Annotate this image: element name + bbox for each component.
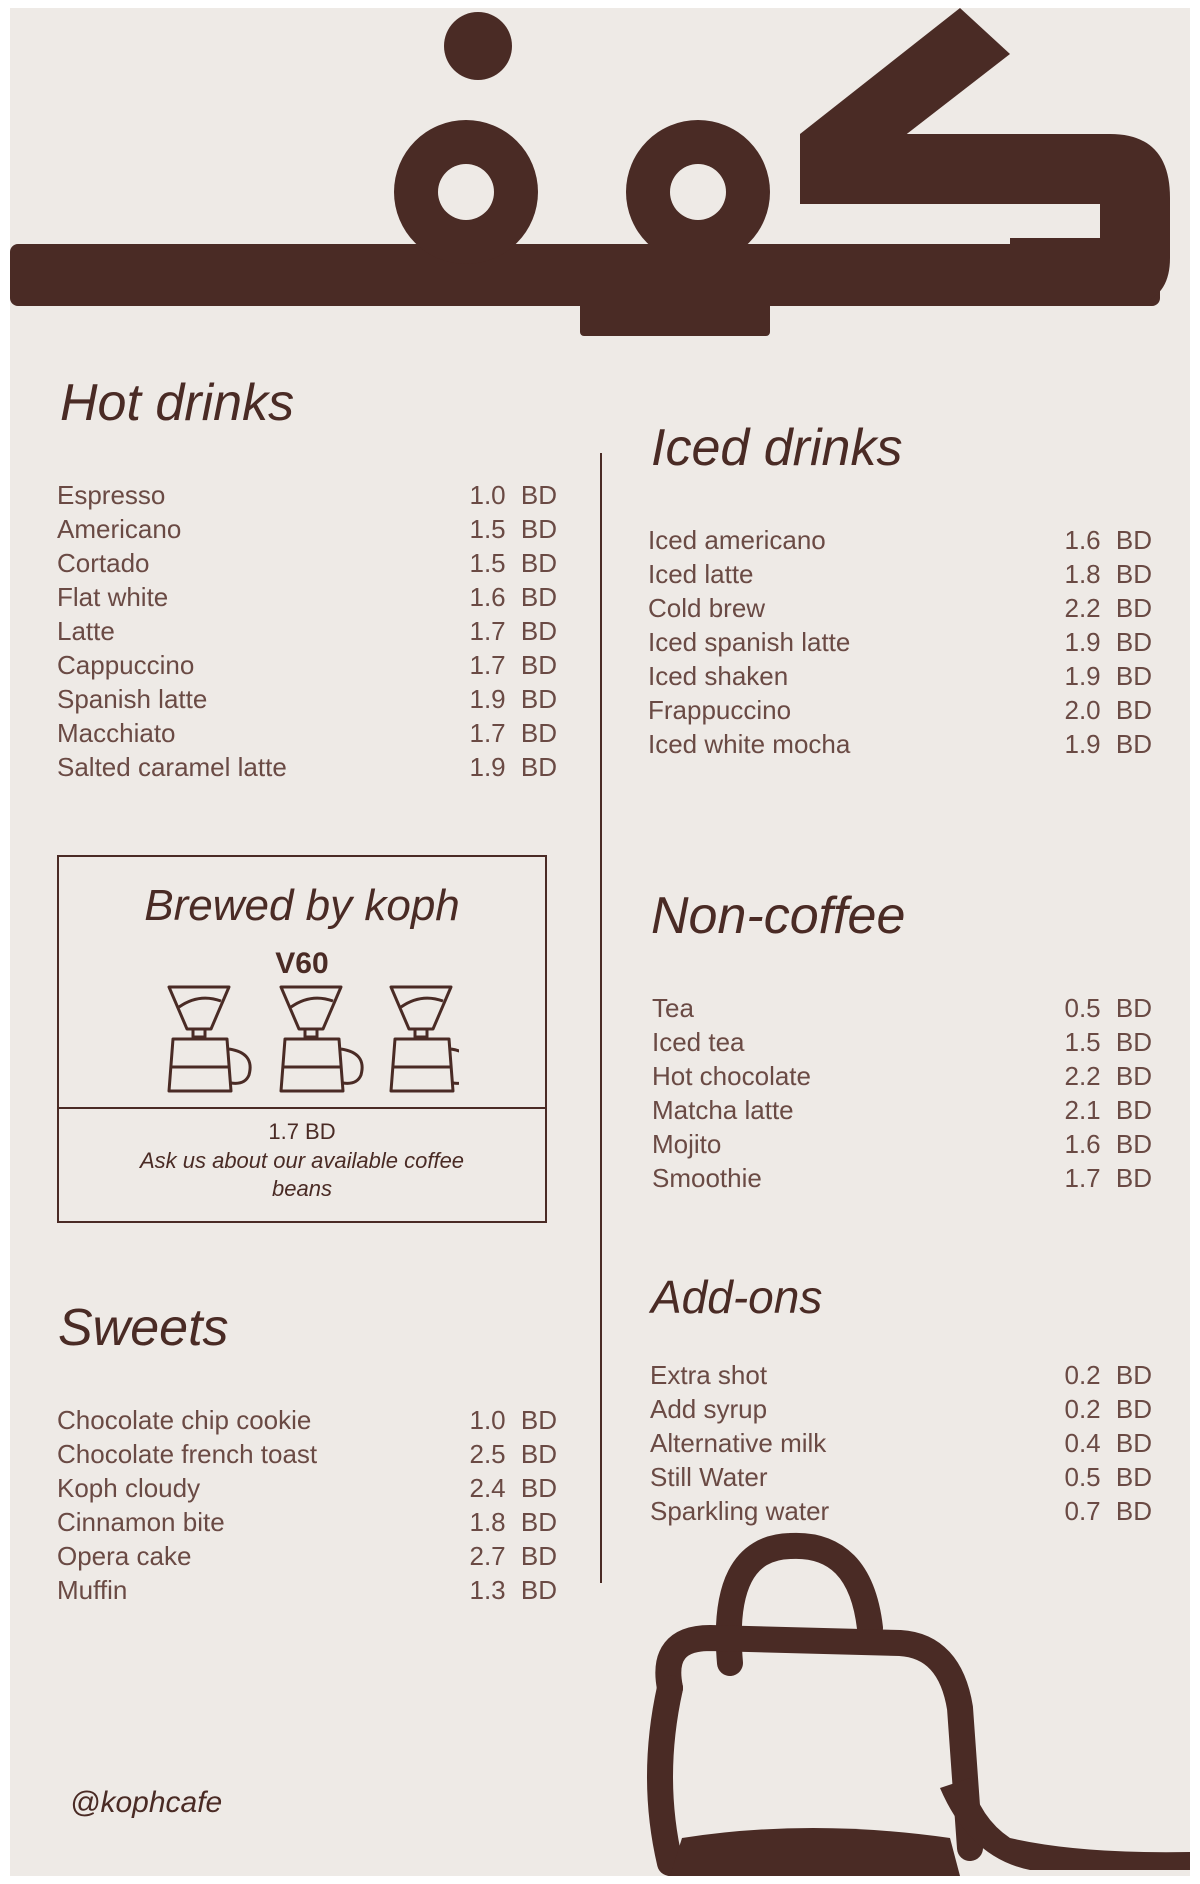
column-divider [600,453,602,1583]
box-divider [59,1107,545,1109]
menu-item-price: 2.1 BD [1064,1095,1152,1125]
menu-item-name: Espresso [57,480,166,510]
menu-item [57,1403,557,1437]
menu-item-name: Americano [57,514,182,544]
iced-drinks-title: Iced drinks [651,419,903,477]
menu-item-price: 1.7 BD [469,718,557,748]
menu-item-name: Frappuccino [648,695,792,725]
menu-item-price: 2.0 BD [1064,695,1152,725]
hot-drinks-list [57,478,557,784]
menu-item-price: 1.6 BD [1064,525,1152,555]
menu-item [652,1161,1152,1195]
menu-item-price: 1.0 BD [469,1405,557,1435]
pour-over-icon [391,987,459,1091]
menu-item-price: 1.7 BD [469,616,557,646]
menu-item-name: Opera cake [57,1541,192,1571]
brewed-note: Ask us about our available coffee beans [139,1148,465,1201]
menu-item [57,648,557,682]
menu-item-price: 0.2 BD [1064,1394,1152,1424]
menu-item-name: Latte [57,616,115,646]
menu-item-price: 1.8 BD [469,1507,557,1537]
menu-item-name: Salted caramel latte [57,752,287,782]
menu-item [57,1437,557,1471]
menu-item-price: 1.9 BD [1064,729,1152,759]
menu-item [650,1460,1152,1494]
menu-item-name: Add syrup [650,1394,768,1424]
hot-drinks-title: Hot drinks [60,374,295,432]
menu-item [57,716,557,750]
menu-item-price: 2.2 BD [1064,1061,1152,1091]
menu-item-name: Cinnamon bite [57,1507,225,1537]
menu-item-name: Iced americano [648,525,826,555]
menu-item [652,1025,1152,1059]
pitcher-icon [610,1518,1190,1876]
add-ons-title: Add-ons [651,1271,823,1323]
menu-item-name: Iced spanish latte [648,627,851,657]
brand-logo [10,8,1190,348]
menu-item [648,557,1152,591]
menu-item-price: 1.5 BD [469,514,557,544]
menu-item-price: 0.4 BD [1064,1428,1152,1458]
add-ons-list [650,1358,1152,1528]
menu-item-name: Matcha latte [652,1095,794,1125]
menu-item-name: Sparkling water [650,1496,830,1526]
menu-item-name: Still Water [650,1462,768,1492]
menu-item [57,614,557,648]
menu-item [652,1127,1152,1161]
menu-item-price: 1.0 BD [469,480,557,510]
menu-item [57,750,557,784]
menu-item [648,591,1152,625]
menu-item-price: 1.9 BD [469,684,557,714]
social-handle[interactable]: @kophcafe [70,1786,223,1819]
menu-item [57,1539,557,1573]
menu-item [652,1059,1152,1093]
menu-item-name: Spanish latte [57,684,208,714]
menu-item [648,693,1152,727]
menu-item-name: Cortado [57,548,150,578]
menu-item-price: 0.2 BD [1064,1360,1152,1390]
menu-item [57,1471,557,1505]
menu-item-name: Chocolate chip cookie [57,1405,312,1435]
menu-item [57,512,557,546]
menu-item [57,546,557,580]
menu-item-name: Muffin [57,1575,128,1605]
menu-item [57,682,557,716]
menu-item-name: Koph cloudy [57,1473,201,1503]
menu-item-name: Iced white mocha [648,729,851,759]
menu-item [57,580,557,614]
pour-over-icons [159,977,459,1107]
menu-item-price: 0.5 BD [1064,993,1152,1023]
menu-item [652,991,1152,1025]
menu-item [648,659,1152,693]
menu-item-name: Smoothie [652,1163,762,1193]
menu-item-price: 1.9 BD [469,752,557,782]
menu-item-price: 1.9 BD [1064,627,1152,657]
menu-item [648,625,1152,659]
menu-item-name: Tea [652,993,694,1023]
menu-item-name: Macchiato [57,718,176,748]
pour-over-icon [281,987,362,1091]
menu-item-name: Cold brew [648,593,766,623]
menu-item-price: 1.8 BD [1064,559,1152,589]
brewed-title: Brewed by koph [144,881,460,930]
menu-item-name: Iced latte [648,559,754,589]
menu-item-name: Chocolate french toast [57,1439,318,1469]
pour-over-icon [169,987,250,1091]
menu-item [648,523,1152,557]
menu-item [650,1426,1152,1460]
menu-item-name: Iced shaken [648,661,789,691]
sweets-title: Sweets [58,1299,229,1357]
menu-item-name: Alternative milk [650,1428,827,1458]
menu-item-price: 1.7 BD [1064,1163,1152,1193]
menu-item-price: 2.7 BD [469,1541,557,1571]
menu-item-price: 0.7 BD [1064,1496,1152,1526]
menu-item-price: 1.7 BD [469,650,557,680]
non-coffee-title: Non-coffee [651,887,906,945]
menu-item-price: 1.6 BD [1064,1129,1152,1159]
menu-item-price: 2.4 BD [469,1473,557,1503]
menu-item [650,1392,1152,1426]
menu-item-name: Extra shot [650,1360,768,1390]
menu-item [57,1573,557,1607]
menu-item-price: 2.2 BD [1064,593,1152,623]
brewed-price: 1.7 BD [268,1119,336,1144]
menu-page [10,8,1190,1876]
brewed-method: V60 [275,947,329,980]
brewed-by-koph-box [57,855,547,1223]
menu-item-price: 1.6 BD [469,582,557,612]
menu-item [57,1505,557,1539]
sweets-list [57,1403,557,1607]
menu-item [652,1093,1152,1127]
menu-item-name: Hot chocolate [652,1061,811,1091]
menu-item-name: Mojito [652,1129,722,1159]
menu-item-price: 1.9 BD [1064,661,1152,691]
menu-item [648,727,1152,761]
menu-item-name: Iced tea [652,1027,745,1057]
menu-item-price: 2.5 BD [469,1439,557,1469]
menu-item-price: 1.3 BD [469,1575,557,1605]
non-coffee-list [652,991,1152,1195]
menu-item-price: 1.5 BD [469,548,557,578]
menu-item-name: Cappuccino [57,650,195,680]
menu-item-name: Flat white [57,582,169,612]
menu-item-price: 0.5 BD [1064,1462,1152,1492]
menu-item-price: 1.5 BD [1064,1027,1152,1057]
iced-drinks-list [648,523,1152,761]
menu-item [650,1358,1152,1392]
menu-item [57,478,557,512]
